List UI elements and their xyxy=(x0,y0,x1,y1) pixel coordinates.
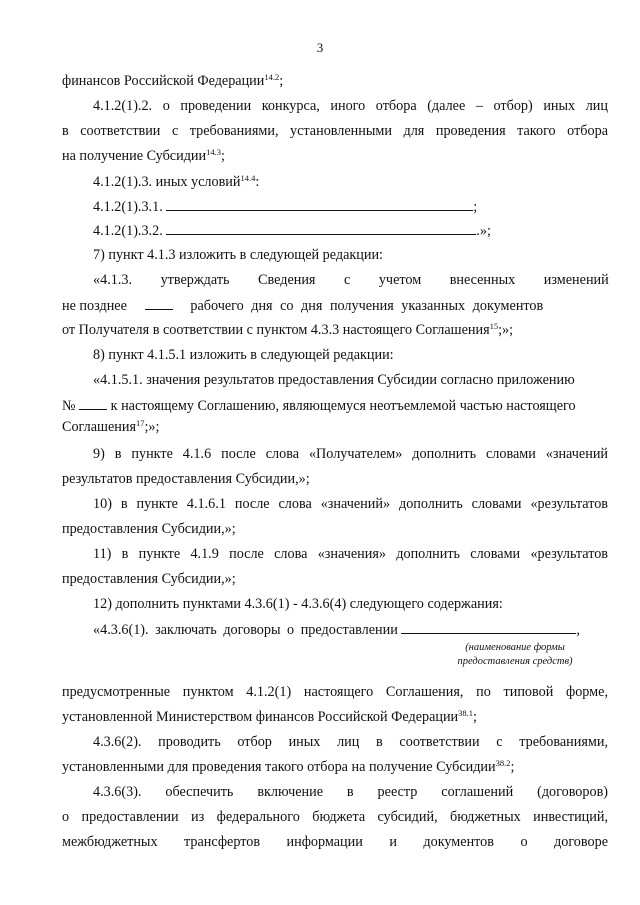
line-19: предоставления Субсидии,»; xyxy=(62,521,236,537)
text: ;»; xyxy=(498,322,514,338)
footnote-ref: 15 xyxy=(489,321,499,331)
line-17: результатов предоставления Субсидии,»; xyxy=(62,471,310,487)
line-21: предоставления Субсидии,»; xyxy=(62,571,236,587)
line-25 xyxy=(62,708,608,726)
line-16: 9) в пункте 4.1.6 после слова «Получателем» дополнить словами «значений xyxy=(93,446,608,462)
line-30: межбюджетных трансфертов информации и документов о договоре xyxy=(62,834,608,850)
page-number: 3 xyxy=(316,40,324,55)
line-11 xyxy=(62,321,608,339)
text: «4.3.6(1). заключать договоры о предоставлении xyxy=(93,622,398,638)
text: ; xyxy=(279,73,284,89)
text: не позднее xyxy=(62,298,127,314)
line-03: в соответствии с требованиями, установленными для проведения такого отбора xyxy=(62,123,608,139)
text: установленными для проведения такого отбора на получение Субсидии xyxy=(62,759,496,775)
form-caption-line-1: (наименование формы xyxy=(465,642,565,653)
line-28: 4.3.6(3). обеспечить включение в реестр соглашений (договоров) xyxy=(93,784,608,800)
line-14 xyxy=(62,396,608,415)
text: рабочего дня со дня получения указанных документов xyxy=(190,298,544,314)
line-06 xyxy=(93,197,608,216)
footnote-ref: 38.1 xyxy=(458,708,474,718)
line-29: о предоставлении из федерального бюджета субсидий, бюджетных инвестиций, xyxy=(62,809,608,825)
footnote-ref: 14.4 xyxy=(240,173,256,183)
text: 4.1.2(1).3.1. xyxy=(93,199,163,215)
form-caption-line-2: предоставления средств) xyxy=(457,656,573,667)
line-13: «4.1.5.1. значения результатов предоставления Субсидии согласно приложению xyxy=(93,372,575,388)
line-10 xyxy=(62,296,608,315)
text: , xyxy=(576,622,580,638)
text: 4.1.2(1).3.2. xyxy=(93,223,163,239)
line-22: 12) дополнить пунктами 4.3.6(1) - 4.3.6(4) следующего содержания: xyxy=(93,596,503,612)
line-27 xyxy=(62,758,608,776)
footnote-ref: 38.2 xyxy=(495,758,511,768)
text: «4.1.3. утверждать Сведения с учетом внесенных изменений xyxy=(93,272,609,288)
text: на получение Субсидии xyxy=(62,148,207,164)
text: ;»; xyxy=(144,419,160,435)
blank-line xyxy=(401,620,576,634)
line-08: 7) пункт 4.1.3 изложить в следующей редакции: xyxy=(93,247,383,263)
text: : xyxy=(255,174,260,190)
line-02: 4.1.2(1).2. о проведении конкурса, иного отбора (далее – отбор) иных лиц xyxy=(93,98,608,114)
text: .»; xyxy=(476,223,491,239)
text: ; xyxy=(473,709,477,725)
footnote-ref: 17 xyxy=(135,418,145,428)
text: Соглашения xyxy=(62,419,136,435)
line-23 xyxy=(93,620,608,639)
line-07 xyxy=(93,221,608,240)
line-04 xyxy=(62,147,608,165)
line-26: 4.3.6(2). проводить отбор иных лиц в соответствии с требованиями, xyxy=(93,734,608,750)
text: установленной Министерством финансов Российской Федерации xyxy=(62,709,459,725)
text: ; xyxy=(220,148,225,164)
footnote-ref: 14.3 xyxy=(206,147,221,157)
text: от Получателя в соответствии с пунктом 4.3.3 настоящего Соглашения xyxy=(62,322,490,338)
line-05 xyxy=(93,173,608,191)
line-24: предусмотренные пунктом 4.1.2(1) настоящего Соглашения, по типовой форме, xyxy=(62,684,608,700)
line-09 xyxy=(93,271,608,289)
text: финансов Российской Федерации xyxy=(62,73,265,89)
text: ; xyxy=(510,759,515,775)
text: № xyxy=(62,398,76,414)
line-18: 10) в пункте 4.1.6.1 после слова «значений» дополнить словами «результатов xyxy=(93,496,608,512)
line-12: 8) пункт 4.1.5.1 изложить в следующей редакции: xyxy=(93,347,394,363)
footnote-ref: 14.2 xyxy=(264,72,280,82)
blank-line xyxy=(145,296,173,310)
text: к настоящему Соглашению, являющемуся неотъемлемой частью настоящего xyxy=(110,398,576,414)
text: ; xyxy=(473,199,478,215)
line-01 xyxy=(62,72,608,90)
blank-line xyxy=(166,197,473,211)
blank-line xyxy=(166,221,476,235)
blank-line xyxy=(79,396,107,410)
text: 4.1.2(1).3. иных условий xyxy=(93,174,241,190)
line-15 xyxy=(62,418,608,436)
line-20: 11) в пункте 4.1.9 после слова «значения» дополнить словами «результатов xyxy=(93,546,608,562)
